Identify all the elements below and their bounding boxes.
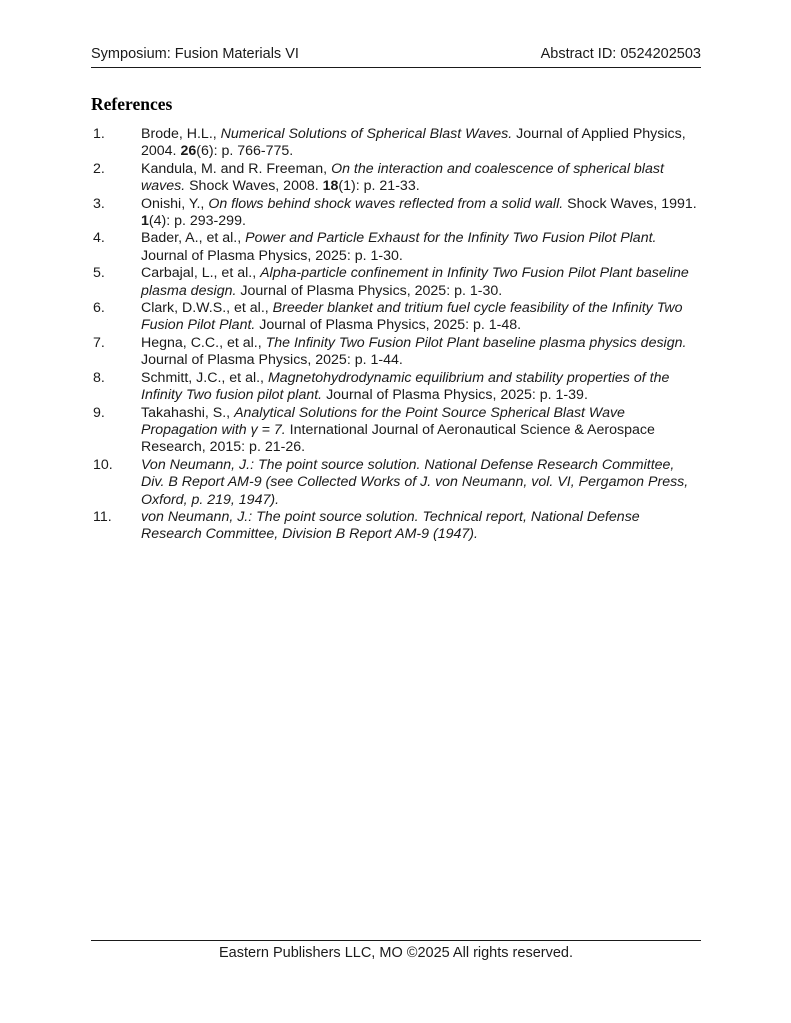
reference-item: [91, 405, 701, 457]
reference-item: [91, 196, 701, 231]
reference-item: [91, 161, 701, 196]
reference-text: Onishi, Y., On flows behind shock waves reflected from a solid wall. Shock Waves, 1991. 1(4): p. 293-299.: [141, 195, 697, 230]
reference-text: Takahashi, S., Analytical Solutions for the Point Source Spherical Blast Wave Propagation with γ = 7. International Journal of Aeronautical Science & Aerospace Research, 2015: p. 21-26.: [141, 404, 655, 456]
header-left-text: Symposium: Fusion Materials VI: [91, 46, 299, 62]
reference-item: [91, 126, 701, 161]
reference-text: Schmitt, J.C., et al., Magnetohydrodynamic equilibrium and stability properties of the Infinity Two fusion pilot plant. Journal of Plasma Physics, 2025: p. 1-39.: [141, 369, 670, 404]
reference-number: 8.: [93, 369, 105, 386]
reference-item: [91, 265, 701, 300]
references-heading: References: [91, 94, 173, 114]
page-header: [91, 46, 701, 68]
reference-item: [91, 300, 701, 335]
reference-text: Hegna, C.C., et al., The Infinity Two Fusion Pilot Plant baseline plasma physics design. Journal of Plasma Physics, 2025: p. 1-44.: [141, 334, 687, 369]
references-list: [91, 126, 701, 544]
footer-text: Eastern Publishers LLC, MO ©2025 All rights reserved.: [218, 945, 573, 961]
reference-number: 7.: [93, 334, 105, 351]
reference-text: Brode, H.L., Numerical Solutions of Spherical Blast Waves. Journal of Applied Physics, 2004. 26(6): p. 766-775.: [141, 126, 686, 160]
reference-item: [91, 509, 701, 544]
reference-number: 10.: [93, 456, 113, 473]
reference-item: [91, 335, 701, 370]
reference-text: Von Neumann, J.: The point source solution. National Defense Research Committee, Div. B Report AM-9 (see Collected Works of J. von Neumann, vol. VI, Pergamon Press, Oxford, p. 219, 1947).: [141, 456, 689, 508]
reference-text: Kandula, M. and R. Freeman, On the interaction and coalescence of spherical blast waves. Shock Waves, 2008. 18(1): p. 21-33.: [141, 160, 664, 195]
reference-text: von Neumann, J.: The point source solution. Technical report, National Defense Research Committee, Division B Report AM-9 (1947).: [141, 508, 640, 543]
page-footer: [91, 940, 701, 961]
reference-number: 9.: [93, 404, 105, 421]
reference-number: 1.: [93, 126, 105, 142]
reference-text: Carbajal, L., et al., Alpha-particle confinement in Infinity Two Fusion Pilot Plant baseline plasma design. Journal of Plasma Physics, 2025: p. 1-30.: [141, 265, 689, 299]
reference-item: [91, 457, 701, 509]
reference-number: 3.: [93, 195, 105, 212]
reference-item: [91, 230, 701, 265]
reference-number: 2.: [93, 160, 105, 177]
reference-number: 11.: [93, 508, 112, 525]
reference-text: Clark, D.W.S., et al., Breeder blanket and tritium fuel cycle feasibility of the Infinity Two Fusion Pilot Plant. Journal of Plasma Physics, 2025: p. 1-48.: [141, 300, 683, 334]
reference-number: 4.: [93, 230, 105, 247]
reference-text: Bader, A., et al., Power and Particle Exhaust for the Infinity Two Fusion Pilot Plant. Journal of Plasma Physics, 2025: p. 1-30.: [141, 230, 657, 264]
header-right-text: Abstract ID: 0524202503: [540, 46, 701, 62]
reference-item: [91, 370, 701, 405]
reference-number: 5.: [93, 265, 105, 282]
reference-number: 6.: [93, 300, 105, 317]
